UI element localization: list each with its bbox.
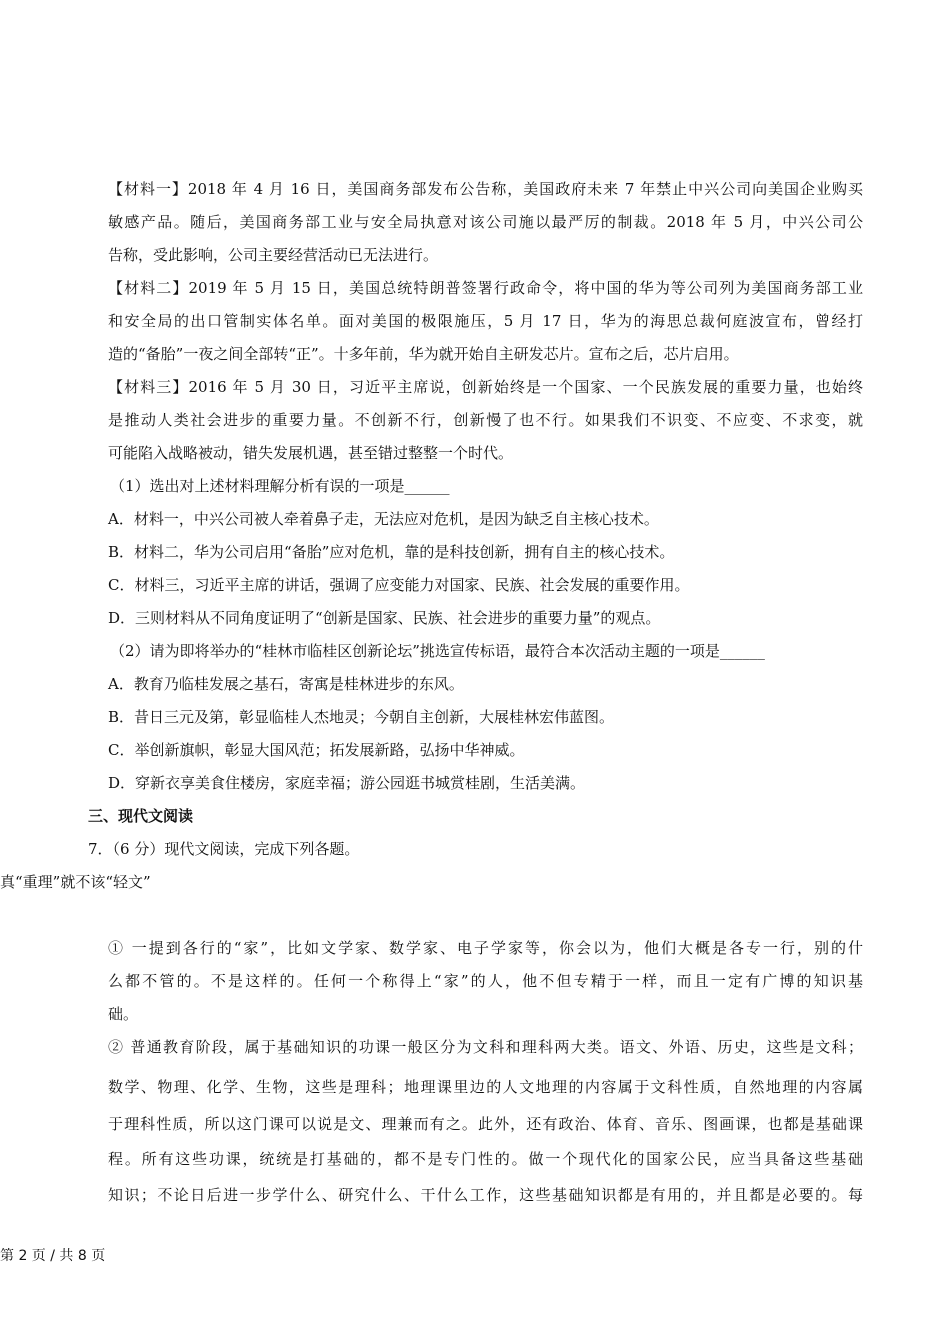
- essay-p2-line-5: 知识；不论日后进一步学什么、研究什么、干什么工作，这些基础知识都是有用的，并且都是必要的。每: [108, 1186, 863, 1204]
- page-footer: 第 2 页 / 共 8 页: [0, 1248, 106, 1264]
- question-2-option-a: A．教育乃临桂发展之基石，寄寓是桂林进步的东风。: [108, 675, 464, 693]
- material-2-line-2: 和安全局的出口管制实体名单。面对美国的极限施压，5 月 17 日，华为的海思总裁何庭波宣布，曾经打: [108, 312, 863, 330]
- material-1-line-1: 【材料一】2018 年 4 月 16 日，美国商务部发布公告称，美国政府未来 7 年禁止中兴公司向美国企业购买: [108, 180, 863, 198]
- material-3-line-2: 是推动人类社会进步的重要力量。不创新不行，创新慢了也不行。如果我们不识变、不应变、不求变，就: [108, 411, 863, 429]
- material-3-line-1: 【材料三】2016 年 5 月 30 日，习近平主席说，创新始终是一个国家、一个民族发展的重要力量，也始终: [108, 378, 863, 396]
- essay-p1-line-1: ① 一提到各行的“家”，比如文学家、数学家、电子学家等，你会以为，他们大概是各专一行，别的什: [108, 939, 863, 957]
- material-3-line-3: 可能陷入战略被动，错失发展机遇，甚至错过整整一个时代。: [108, 444, 514, 462]
- question-1-option-c: C．材料三，习近平主席的讲话，强调了应变能力对国家、民族、社会发展的重要作用。: [108, 576, 690, 594]
- question-1-option-d: D．三则材料从不同角度证明了“创新是国家、民族、社会进步的重要力量”的观点。: [108, 609, 661, 627]
- question-2-option-b: B．昔日三元及第，彰显临桂人杰地灵；今朝自主创新，大展桂林宏伟蓝图。: [108, 708, 615, 726]
- material-2-line-1: 【材料二】2019 年 5 月 15 日，美国总统特朗普签署行政命令，将中国的华为等公司列为美国商务部工业: [108, 279, 863, 297]
- material-2-line-3: 造的“备胎”一夜之间全部转“正”。十多年前，华为就开始自主研发芯片。宣布之后，芯片启用。: [108, 345, 739, 363]
- question-1-option-b: B．材料二，华为公司启用“备胎”应对危机，靠的是科技创新，拥有自主的核心技术。: [108, 543, 675, 561]
- essay-p2-line-3: 于理科性质，所以这门课可以说是文、理兼而有之。此外，还有政治、体育、音乐、图画课，也都是基础课: [108, 1115, 863, 1133]
- essay-p1-line-2: 么都不管的。不是这样的。任何一个称得上“家”的人，他不但专精于一样，而且一定有广博的知识基: [108, 972, 863, 990]
- essay-p2-line-1: ② 普通教育阶段，属于基础知识的功课一般区分为文科和理科两大类。语文、外语、历史，这些是文科；: [108, 1038, 863, 1056]
- question-2-option-c: C．举创新旗帜，彰显大国风范；拓发展新路，弘扬中华神威。: [108, 741, 525, 759]
- material-1-line-3: 告称，受此影响，公司主要经营活动已无法进行。: [108, 246, 439, 264]
- material-1-line-2: 敏感产品。随后，美国商务部工业与安全局执意对该公司施以最严厉的制裁。2018 年 5 月，中兴公司公: [108, 213, 863, 231]
- essay-p1-line-3: 础。: [108, 1005, 139, 1023]
- question-7-stem: 7．（6 分）现代文阅读，完成下列各题。: [88, 840, 360, 858]
- essay-p2-line-4: 程。所有这些功课，统统是打基础的，都不是专门性的。做一个现代化的国家公民，应当具备这些基础: [108, 1150, 863, 1168]
- question-2-option-d: D．穿新衣享美食住楼房，家庭幸福；游公园逛书城赏桂剧，生活美满。: [108, 774, 586, 792]
- essay-p2-line-2: 数学、物理、化学、生物，这些是理科；地理课里边的人文地理的内容属于文科性质，自然地理的内容属: [108, 1078, 863, 1096]
- question-2-stem: （2）请为即将举办的“桂林市临桂区创新论坛”挑选宣传标语，最符合本次活动主题的一项是______: [110, 642, 765, 660]
- question-1-stem: （1）选出对上述材料理解分析有误的一项是______: [110, 477, 450, 495]
- essay-title: 真“重理”就不该“轻文”: [0, 873, 151, 891]
- section-heading: 三、现代文阅读: [88, 807, 194, 825]
- question-1-option-a: A．材料一，中兴公司被人牵着鼻子走，无法应对危机，是因为缺乏自主核心技术。: [108, 510, 659, 528]
